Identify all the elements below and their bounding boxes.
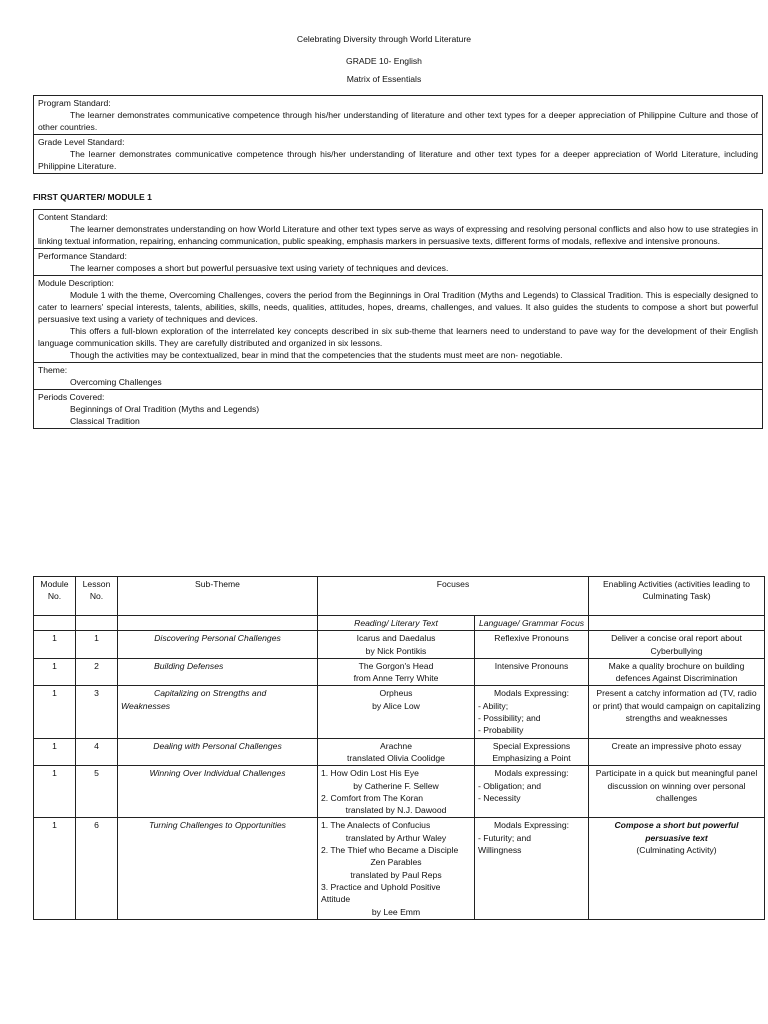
empty-cell xyxy=(76,616,118,631)
language-cell xyxy=(475,818,589,919)
grade-heading: GRADE 10- English xyxy=(346,56,422,66)
module-box xyxy=(33,209,763,429)
document-title: Celebrating Diversity through World Literature xyxy=(296,34,472,44)
table-row xyxy=(34,818,765,919)
activity-cell: Create an impressive photo essay xyxy=(589,738,765,766)
language-line: - Obligation; and xyxy=(478,780,542,791)
reading-line: by Alice Low xyxy=(372,700,420,711)
subtheme-cell: Building Defenses xyxy=(118,658,318,686)
empty-cell xyxy=(118,616,318,631)
reading-line: by Lee Emm xyxy=(371,906,421,917)
reading-line: from Anne Terry White xyxy=(353,673,439,684)
language-line: Modals expressing: xyxy=(494,768,569,779)
language-line: Modals Expressing: xyxy=(494,688,569,699)
grade-level-standard-section xyxy=(34,135,762,173)
table-row xyxy=(34,738,765,766)
language-cell xyxy=(475,766,589,818)
reading-line: Zen Parables xyxy=(370,857,422,868)
culminating-task-text: Compose a short but powerful persuasive text xyxy=(614,820,739,843)
theme-label: Theme: xyxy=(38,365,68,375)
empty-cell xyxy=(34,616,76,631)
reading-line: translated by N.J. Dawood xyxy=(345,805,447,816)
activity-cell: Participate in a quick but meaningful panel discussion on winning over personal challenges xyxy=(589,766,765,818)
lesson-number: 3 xyxy=(76,686,118,738)
module-number: 1 xyxy=(34,738,76,766)
activity-cell: Present a catchy information ad (TV, radio or print) that would campaign on capitalizing strengths and weaknesses xyxy=(589,686,765,738)
theme-text: Overcoming Challenges xyxy=(70,377,162,387)
reading-line: by Nick Pontikis xyxy=(365,645,427,656)
module-number: 1 xyxy=(34,658,76,686)
reading-line: translated Olivia Coolidge xyxy=(347,752,445,763)
content-standard-section xyxy=(34,210,762,249)
table-row xyxy=(34,766,765,818)
reading-cell xyxy=(318,658,475,686)
lesson-number: 6 xyxy=(76,818,118,919)
lesson-number: 4 xyxy=(76,738,118,766)
table-row xyxy=(34,686,765,738)
language-line: Willingness xyxy=(478,845,522,856)
reading-line: 3. Practice and Uphold Positive Attitude xyxy=(321,881,441,905)
performance-standard-section xyxy=(34,249,762,276)
module-description-paragraph-3: Though the activities may be contextualized, bear in mind that the competencies that the students must meet are non- negotiable. xyxy=(70,350,563,360)
subtheme-cell: Capitalizing on Strengths and Weaknesses xyxy=(118,686,318,738)
culminating-task-note: (Culminating Activity) xyxy=(636,845,717,856)
matrix-table xyxy=(33,576,765,920)
module-description-label: Module Description: xyxy=(38,278,114,288)
column-header-enabling-activities: Enabling Activities (activities leading to Culminating Task) xyxy=(589,577,765,616)
table-subheader-row xyxy=(34,616,765,631)
reading-cell xyxy=(318,738,475,766)
reading-line: 2. The Thief who Became a Disciple xyxy=(321,845,459,856)
grade-level-standard-label: Grade Level Standard: xyxy=(38,137,125,147)
subtheme-cell: Dealing with Personal Challenges xyxy=(118,738,318,766)
module-number: 1 xyxy=(34,818,76,919)
grade-level-standard-text: The learner demonstrates communicative competence through his/her understanding of literature and other text types for a deeper appreciation of World Literature, including Philippine Literature. xyxy=(38,149,758,171)
column-header-reading: Reading/ Literary Text xyxy=(318,616,475,631)
performance-standard-label: Performance Standard: xyxy=(38,251,127,261)
activity-cell: Make a quality brochure on building defences Against Discrimination xyxy=(589,658,765,686)
language-line: Modals Expressing: xyxy=(494,820,569,831)
periods-covered-section xyxy=(34,390,762,428)
empty-cell xyxy=(589,616,765,631)
period-item: Beginnings of Oral Tradition (Myths and Legends) xyxy=(70,404,260,414)
subtheme-cell: Winning Over Individual Challenges xyxy=(118,766,318,818)
performance-standard-text: The learner composes a short but powerful persuasive text using variety of techniques and devices. xyxy=(70,263,449,273)
module-description-section xyxy=(34,276,762,363)
module-number: 1 xyxy=(34,766,76,818)
content-standard-text: The learner demonstrates understanding on how World Literature and other text types serve as ways of expressing and resolving personal conflicts and also how to use strategies in linking textual information, repairing, enhancing communication, public speaking, emphasis markers in persuasive texts, different forms of modals, reflexive and intensive pronouns. xyxy=(38,224,758,246)
language-line: - Probability xyxy=(478,725,524,736)
subtheme-cell: Discovering Personal Challenges xyxy=(118,631,318,659)
reading-line: translated by Arthur Waley xyxy=(345,832,447,843)
activity-cell: Deliver a concise oral report about Cyberbullying xyxy=(589,631,765,659)
language-cell: Special Expressions Emphasizing a Point xyxy=(475,738,589,766)
subtheme-cell: Turning Challenges to Opportunities xyxy=(118,818,318,919)
reading-line: Icarus and Daedalus xyxy=(356,633,436,644)
reading-line: 2. Comfort from The Koran xyxy=(321,792,424,803)
table-row xyxy=(34,631,765,659)
language-cell: Reflexive Pronouns xyxy=(475,631,589,659)
language-line: - Necessity xyxy=(478,792,521,803)
reading-cell xyxy=(318,686,475,738)
quarter-heading: FIRST QUARTER/ MODULE 1 xyxy=(33,192,152,202)
program-standard-label: Program Standard: xyxy=(38,98,111,108)
standards-box xyxy=(33,95,763,174)
module-number: 1 xyxy=(34,686,76,738)
lesson-number: 5 xyxy=(76,766,118,818)
periods-covered-label: Periods Covered: xyxy=(38,392,105,402)
column-header-language: Language/ Grammar Focus xyxy=(475,616,589,631)
reading-line: 1. The Analects of Confucius xyxy=(321,820,431,831)
module-description-paragraph-2: This offers a full-blown exploration of the interrelated key concepts described in six sub-theme that learners need to understand to pave way for the development of their English language communication skills. They are carefully distributed and organized in six lessons. xyxy=(38,326,758,348)
matrix-heading: Matrix of Essentials xyxy=(346,74,422,84)
reading-cell xyxy=(318,766,475,818)
reading-cell xyxy=(318,818,475,919)
reading-line: The Gorgon's Head xyxy=(358,660,434,671)
program-standard-text: The learner demonstrates communicative competence through his/her understanding of literature and other text types for a deeper appreciation of Philippine Culture and those of other countries. xyxy=(38,110,758,132)
program-standard-section xyxy=(34,96,762,135)
module-description-paragraph-1: Module 1 with the theme, Overcoming Challenges, covers the period from the Beginnings in Oral Tradition (Myths and Legends) to Classical Tradition. This is especially designed to cater to learners' special interests, talents, abilities, skills, needs, qualities, attitudes, hopes, dreams, challenges, and values. It also guides the students to compose a short but powerful persuasive text using a variety of techniques and devices. xyxy=(38,290,758,324)
language-line: - Possibility; and xyxy=(478,713,541,724)
language-cell xyxy=(475,686,589,738)
content-standard-label: Content Standard: xyxy=(38,212,108,222)
reading-line: Orpheus xyxy=(379,688,413,699)
language-line: - Ability; xyxy=(478,700,509,711)
reading-cell xyxy=(318,631,475,659)
lesson-number: 1 xyxy=(76,631,118,659)
language-cell: Intensive Pronouns xyxy=(475,658,589,686)
table-row xyxy=(34,658,765,686)
reading-line: by Catherine F. Sellew xyxy=(353,780,439,791)
column-header-focuses: Focuses xyxy=(318,577,589,616)
period-item: Classical Tradition xyxy=(70,416,140,426)
activity-cell xyxy=(589,818,765,919)
module-number: 1 xyxy=(34,631,76,659)
reading-line: 1. How Odin Lost His Eye xyxy=(321,768,419,779)
table-header-row xyxy=(34,577,765,616)
language-line: - Futurity; and xyxy=(478,832,532,843)
theme-section xyxy=(34,363,762,390)
lesson-number: 2 xyxy=(76,658,118,686)
column-header-subtheme: Sub-Theme xyxy=(118,577,318,616)
reading-line: translated by Paul Reps xyxy=(350,869,442,880)
reading-line: Arachne xyxy=(379,740,412,751)
column-header-lesson: Lesson No. xyxy=(76,577,118,616)
column-header-module: Module No. xyxy=(34,577,76,616)
